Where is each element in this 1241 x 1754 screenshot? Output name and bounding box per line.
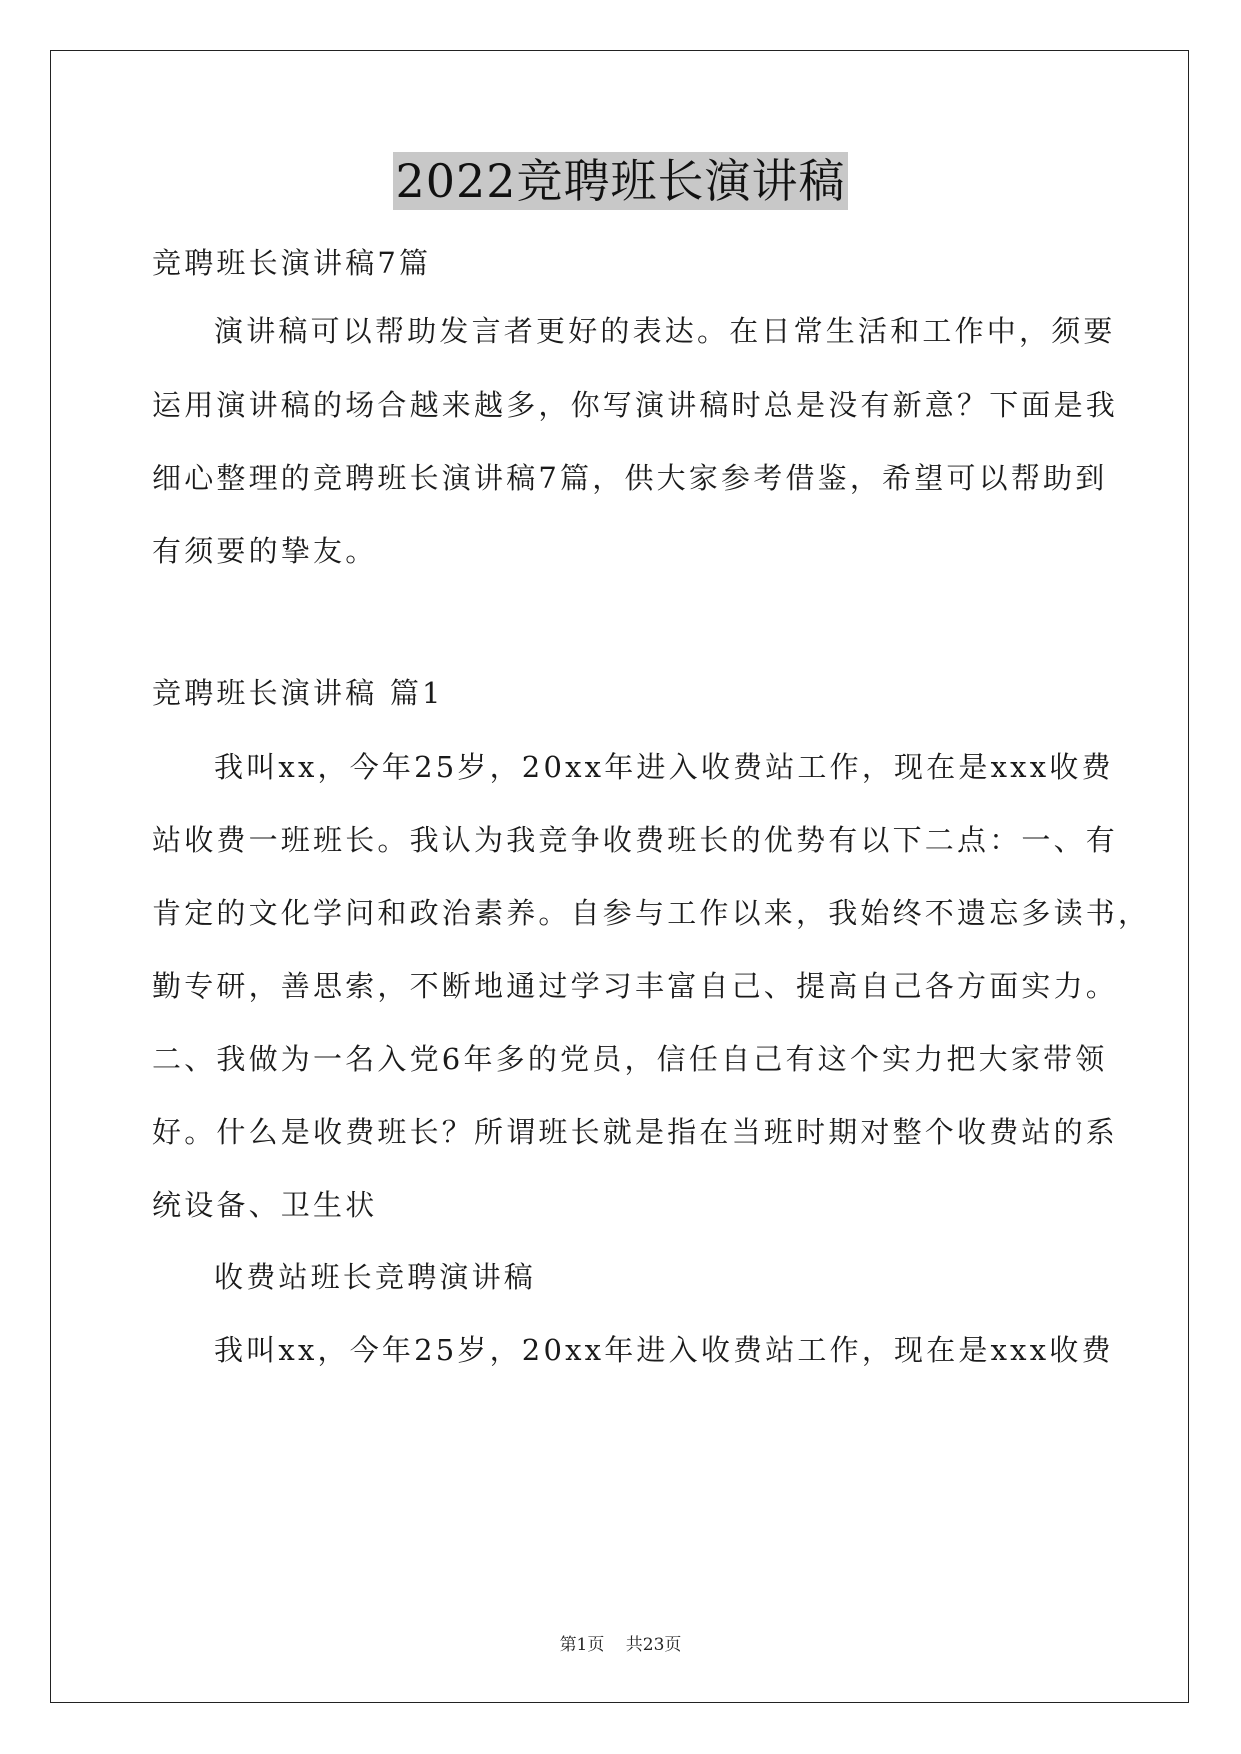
paragraph-line: 细心整理的竞聘班长演讲稿7篇，供大家参考借鉴，希望可以帮助到: [152, 461, 1108, 495]
paragraph-line: 站收费一班班长。我认为我竞争收费班长的优势有以下二点：一、有: [152, 823, 1119, 857]
paragraph-line: 勤专研，善思索，不断地通过学习丰富自己、提高自己各方面实力。: [152, 969, 1119, 1003]
paragraph-line: 二、我做为一名入党6年多的党员，信任自己有这个实力把大家带领: [152, 1042, 1108, 1076]
paragraph-line: 统设备、卫生状: [152, 1188, 378, 1222]
page-total: 共23页: [625, 1635, 682, 1655]
document-title: 2022竞聘班长演讲稿: [395, 154, 846, 208]
paragraph-line: 我叫xx，今年25岁，20xx年进入收费站工作，现在是xxx收费: [214, 750, 1114, 784]
page-number: 第1页: [559, 1635, 605, 1655]
paragraph-line: 有须要的挚友。: [152, 534, 378, 568]
paragraph-line: 演讲稿可以帮助发言者更好的表达。在日常生活和工作中，须要: [214, 314, 1116, 348]
subheading-line: 收费站班长竞聘演讲稿: [214, 1260, 537, 1294]
title-container: [0, 152, 1241, 210]
subtitle-line: 竞聘班长演讲稿7篇: [152, 246, 432, 280]
section-heading: 竞聘班长演讲稿 篇1: [152, 676, 444, 710]
page-border: [50, 50, 1189, 1703]
page-footer: [0, 1630, 1241, 1655]
paragraph-line: 好。什么是收费班长？所谓班长就是指在当班时期对整个收费站的系: [152, 1115, 1119, 1149]
paragraph-line: 运用演讲稿的场合越来越多，你写演讲稿时总是没有新意？下面是我: [152, 388, 1119, 422]
paragraph-line: 肯定的文化学问和政治素养。自参与工作以来，我始终不遗忘多读书，: [152, 896, 1151, 930]
paragraph-line: 我叫xx，今年25岁，20xx年进入收费站工作，现在是xxx收费: [214, 1333, 1114, 1367]
